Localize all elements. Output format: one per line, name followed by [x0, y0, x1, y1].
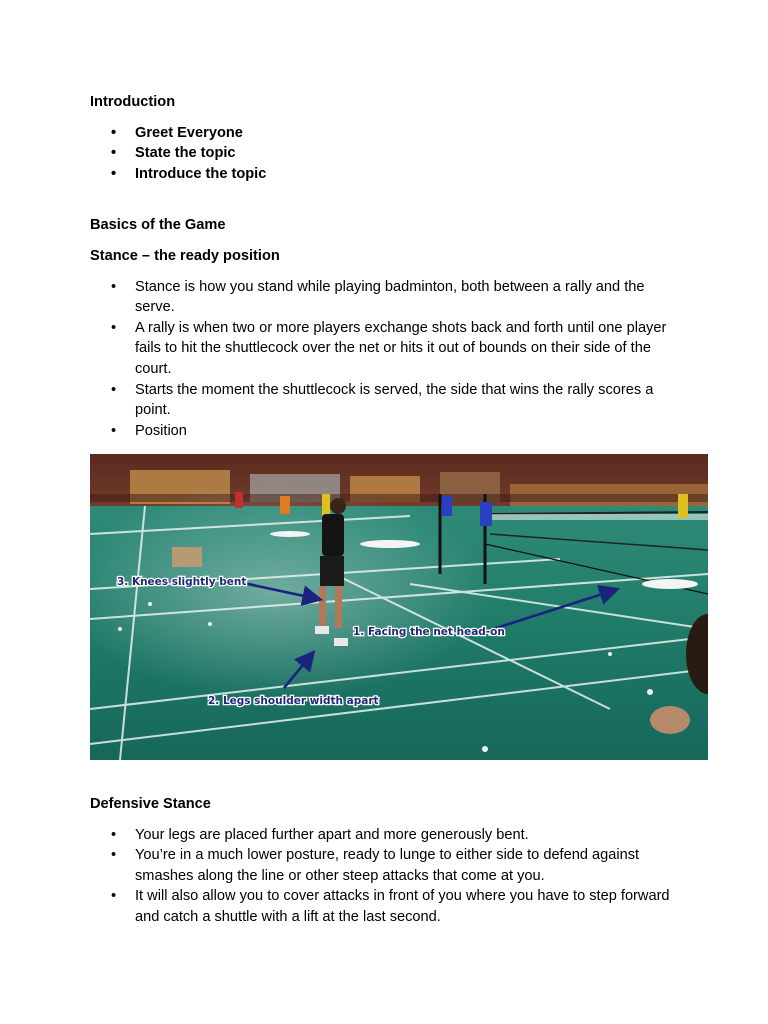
- list-item: • Greet Everyone: [90, 123, 680, 144]
- list-item: • Stance is how you stand while playing badminton, both between a rally and the serve.: [90, 277, 680, 318]
- defensive-section: [90, 794, 680, 928]
- list-item: • It will also allow you to cover attacks in front of you where you have to step forward and catch a shuttle with a lift at the last second.: [90, 886, 680, 927]
- list-item: • Your legs are placed further apart and more generously bent.: [90, 825, 680, 846]
- list-item: • State the topic: [90, 143, 680, 164]
- badminton-stance-photo: [90, 454, 708, 760]
- introduction-heading: Introduction: [90, 94, 176, 110]
- annotation-knees: 3. Knees slightly bent: [117, 576, 247, 588]
- list-item: • Position: [90, 421, 680, 442]
- defensive-heading: Defensive Stance: [90, 796, 211, 812]
- list-item: • You’re in a much lower posture, ready to lunge to either side to defend against smashes along the line or other steep attacks that come at you.: [90, 845, 680, 886]
- list-item: • Starts the moment the shuttlecock is served, the side that wins the rally scores a point.: [90, 380, 680, 421]
- list-item: • A rally is when two or more players exchange shots back and forth until one player fails to hit the shuttlecock over the net or hits it out of bounds on their side of the court.: [90, 318, 680, 380]
- annotation-legs: 2. Legs shoulder width apart: [208, 695, 379, 707]
- stance-list: [90, 277, 680, 442]
- stance-subheading: Stance – the ready position: [90, 247, 280, 264]
- defensive-list: [90, 825, 680, 928]
- introduction-list: [90, 123, 680, 185]
- annotation-facing-net: 1. Facing the net head-on: [353, 626, 505, 638]
- document-body: [90, 92, 680, 441]
- list-item: • Introduce the topic: [90, 164, 680, 185]
- basics-heading: Basics of the Game: [90, 217, 226, 234]
